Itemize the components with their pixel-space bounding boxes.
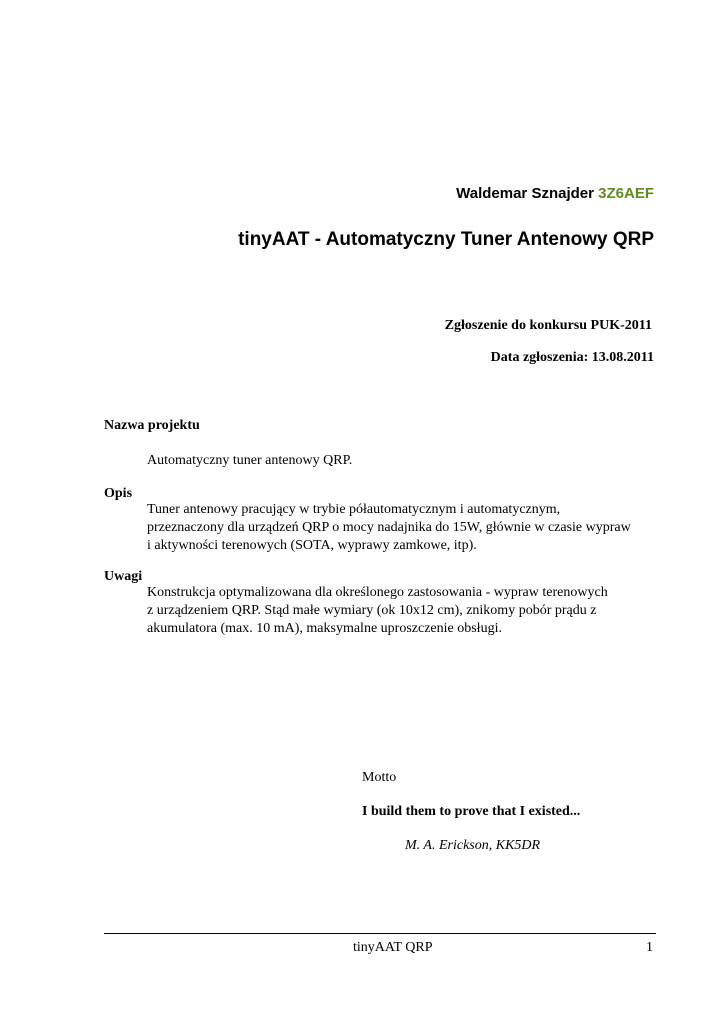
document-title: tinyAAT - Automatyczny Tuner Antenowy QRP bbox=[238, 229, 654, 250]
body-line: przeznaczony dla urządzeń QRP o mocy nadajnika do 15W, głównie w czasie wypraw bbox=[147, 520, 631, 535]
section-body-notes bbox=[147, 584, 608, 638]
body-line: i aktywności terenowych (SOTA, wyprawy zamkowe, itp). bbox=[147, 538, 477, 553]
motto-label: Motto bbox=[362, 770, 397, 785]
body-line: Tuner antenowy pracujący w trybie półautomatycznym i automatycznym, bbox=[147, 502, 561, 517]
author-name: Waldemar Sznajder bbox=[456, 185, 594, 202]
submission-line: Zgłoszenie do konkursu PUK-2011 bbox=[444, 318, 652, 333]
page-number: 1 bbox=[646, 940, 653, 955]
body-line: Automatyczny tuner antenowy QRP. bbox=[147, 453, 353, 468]
section-heading-project-name: Nazwa projektu bbox=[104, 418, 200, 433]
callsign: 3Z6AEF bbox=[598, 185, 654, 202]
body-line: z urządzeniem QRP. Stąd małe wymiary (ok 10x12 cm), znikomy pobór prądu z bbox=[147, 603, 597, 618]
section-heading-notes: Uwagi bbox=[104, 569, 143, 584]
section-body-project-name bbox=[147, 452, 352, 470]
footer-divider bbox=[104, 933, 656, 934]
footer-title: tinyAAT QRP bbox=[353, 940, 433, 955]
section-heading-description: Opis bbox=[104, 486, 133, 501]
section-body-description bbox=[147, 501, 631, 555]
motto-author: M. A. Erickson, KK5DR bbox=[405, 838, 541, 853]
author-line bbox=[456, 185, 654, 202]
motto-quote: I build them to prove that I existed... bbox=[362, 804, 581, 819]
submission-date: Data zgłoszenia: 13.08.2011 bbox=[490, 350, 654, 365]
body-line: Konstrukcja optymalizowana dla określonego zastosowania - wypraw terenowych bbox=[147, 585, 608, 600]
body-line: akumulatora (max. 10 mA), maksymalne uproszczenie obsługi. bbox=[147, 621, 502, 636]
